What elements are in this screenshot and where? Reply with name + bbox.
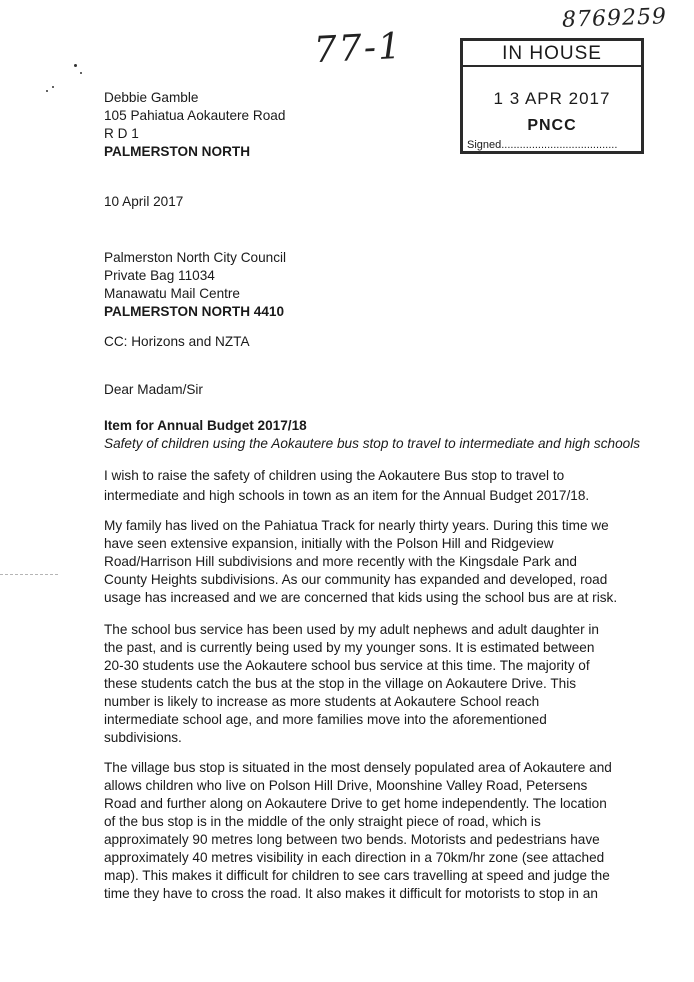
sender-street: 105 Pahiatua Aokautere Road: [104, 108, 286, 123]
body-line: time they have to cross the road. It also makes it difficult for motorists to stop in an: [104, 886, 598, 901]
body-line: approximately 90 metres long between two bends. Motorists and pedestrians have: [104, 832, 600, 847]
body-line: Road and further along on Aokautere Drive to get home independently. The location: [104, 796, 607, 811]
body-line: The school bus service has been used by my adult nephews and adult daughter in: [104, 622, 599, 637]
recipient-bag: Private Bag 11034: [104, 268, 215, 283]
body-line: 20-30 students use the Aokautere school bus service at this time. The majority of: [104, 658, 590, 673]
cc-line: CC: Horizons and NZTA: [104, 334, 250, 349]
margin-dash-mark: [0, 574, 58, 576]
body-line: The village bus stop is situated in the most densely populated area of Aokautere and: [104, 760, 612, 775]
sender-rd: R D 1: [104, 126, 139, 141]
body-line: map). This makes it difficult for children to see cars travelling at speed and judge the: [104, 868, 610, 883]
body-line: usage has increased and we are concerned that kids using the school bus are at risk.: [104, 590, 618, 605]
letter-date: 10 April 2017: [104, 194, 184, 209]
body-line: number is likely to increase as more students at Aokautere School reach: [104, 694, 540, 709]
body-line: have seen extensive expansion, initially with the Polson Hill and Ridgeview: [104, 536, 554, 551]
recipient-city: PALMERSTON NORTH 4410: [104, 304, 285, 319]
recipient-name: Palmerston North City Council: [104, 250, 287, 265]
body-line: County Heights subdivisions. As our community has expanded and developed, road: [104, 572, 608, 587]
stamp-signed-line: Signed......................................: [467, 139, 618, 151]
stamp-date: 1 3 APR 2017: [493, 89, 611, 108]
salutation: Dear Madam/Sir: [104, 382, 203, 397]
body-line: approximately 40 metres visibility in each direction in a 70km/hr zone (see attached: [104, 850, 605, 865]
sender-name: Debbie Gamble: [104, 90, 199, 105]
body-line: I wish to raise the safety of children using the Aokautere Bus stop to travel to: [104, 468, 565, 483]
body-line: My family has lived on the Pahiatua Track for nearly thirty years. During this time we: [104, 518, 609, 533]
body-line: subdivisions.: [104, 730, 182, 745]
handwritten-reference-number: 8769259: [561, 4, 668, 33]
body-line: of the bus stop is in the middle of the only straight piece of road, which is: [104, 814, 541, 829]
subject-heading: Item for Annual Budget 2017/18: [104, 418, 307, 433]
body-line: the past, and is currently being used by my younger sons. It is estimated between: [104, 640, 595, 655]
body-line: Road/Harrison Hill subdivisions and more recently with the Kingsdale Park and: [104, 554, 577, 569]
recipient-centre: Manawatu Mail Centre: [104, 286, 240, 301]
body-line: these students catch the bus at the stop in the village on Aokautere Drive. This: [104, 676, 577, 691]
stamp-organisation: PNCC: [527, 117, 577, 134]
body-line: allows children who live on Polson Hill Drive, Moonshine Valley Road, Petersens: [104, 778, 588, 793]
stamp-title: IN HOUSE: [463, 41, 641, 67]
in-house-stamp: [460, 38, 644, 154]
sender-city: PALMERSTON NORTH: [104, 144, 251, 159]
subject-subheading: Safety of children using the Aokautere bus stop to travel to intermediate and high schools: [104, 436, 641, 451]
body-line: intermediate school age, and more families move into the aforementioned: [104, 712, 547, 727]
handwritten-margin-mark: 77-1: [312, 25, 404, 72]
body-line: intermediate and high schools in town as an item for the Annual Budget 2017/18.: [104, 488, 590, 503]
